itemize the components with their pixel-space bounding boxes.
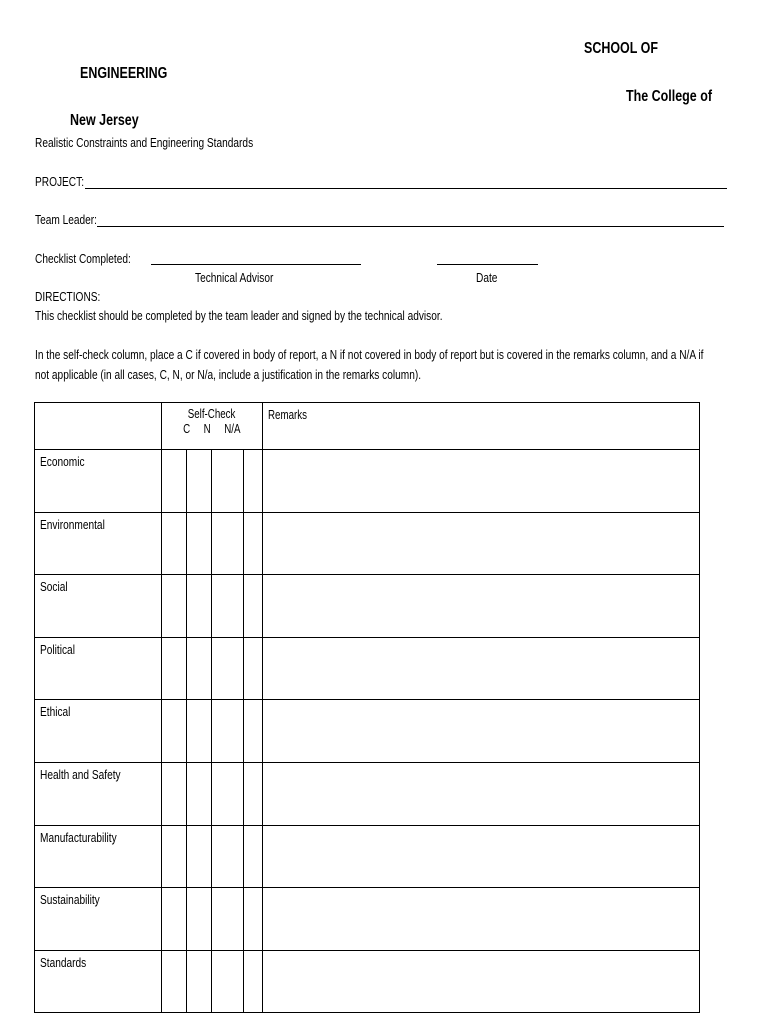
technical-advisor-signature-field[interactable] — [151, 264, 361, 265]
c-checkbox-cell[interactable] — [162, 512, 187, 575]
remarks-cell[interactable] — [263, 637, 700, 700]
technical-advisor-label: Technical Advisor — [195, 270, 274, 285]
n-checkbox-cell[interactable] — [187, 888, 212, 951]
remarks-cell[interactable] — [263, 450, 700, 513]
c-checkbox-cell[interactable] — [162, 637, 187, 700]
constraint-label: Ethical — [35, 700, 162, 763]
c-checkbox-cell[interactable] — [162, 950, 187, 1013]
n-checkbox-cell[interactable] — [187, 575, 212, 638]
self-check-extra-cell[interactable] — [244, 888, 263, 951]
constraint-label: Social — [35, 575, 162, 638]
constraint-label: Environmental — [35, 512, 162, 575]
constraint-label: Political — [35, 637, 162, 700]
constraint-label: Manufacturability — [35, 825, 162, 888]
na-checkbox-cell[interactable] — [212, 575, 244, 638]
instructions-line-1: In the self-check column, place a C if covered in body of report, a N if not covered in body of report but is covered in the remarks column, and a N/A if — [35, 347, 704, 362]
checklist-completed-label: Checklist Completed: — [35, 251, 131, 266]
date-field[interactable] — [437, 264, 538, 265]
self-check-extra-cell[interactable] — [244, 700, 263, 763]
c-checkbox-cell[interactable] — [162, 888, 187, 951]
table-row — [35, 950, 700, 1013]
c-checkbox-cell[interactable] — [162, 762, 187, 825]
remarks-cell[interactable] — [263, 888, 700, 951]
c-checkbox-cell[interactable] — [162, 700, 187, 763]
team-leader-field[interactable] — [97, 226, 724, 227]
directions-title: DIRECTIONS: — [35, 289, 101, 304]
remarks-cell[interactable] — [263, 950, 700, 1013]
n-checkbox-cell[interactable] — [187, 700, 212, 763]
n-checkbox-cell[interactable] — [187, 762, 212, 825]
directions-text: This checklist should be completed by the team leader and signed by the technical advisor. — [35, 308, 443, 323]
c-checkbox-cell[interactable] — [162, 825, 187, 888]
project-field[interactable] — [85, 188, 727, 189]
constraint-label: Sustainability — [35, 888, 162, 951]
table-row — [35, 637, 700, 700]
self-check-extra-cell[interactable] — [244, 825, 263, 888]
self-check-extra-cell[interactable] — [244, 637, 263, 700]
table-row — [35, 450, 700, 513]
na-checkbox-cell[interactable] — [212, 512, 244, 575]
header-new-jersey: New Jersey — [70, 112, 139, 129]
instructions-line-2: not applicable (in all cases, C, N, or N/a, include a justification in the remarks column). — [35, 367, 422, 382]
self-check-header: Self-Check C N N/A — [162, 403, 263, 450]
document-subtitle: Realistic Constraints and Engineering Standards — [35, 135, 254, 150]
header-engineering: ENGINEERING — [80, 65, 168, 82]
table-row — [35, 762, 700, 825]
self-check-extra-cell[interactable] — [244, 950, 263, 1013]
table-row — [35, 888, 700, 951]
na-checkbox-cell[interactable] — [212, 825, 244, 888]
na-checkbox-cell[interactable] — [212, 450, 244, 513]
self-check-extra-cell[interactable] — [244, 450, 263, 513]
date-label: Date — [476, 270, 498, 285]
na-checkbox-cell[interactable] — [212, 700, 244, 763]
n-checkbox-cell[interactable] — [187, 950, 212, 1013]
na-checkbox-cell[interactable] — [212, 950, 244, 1013]
remarks-cell[interactable] — [263, 825, 700, 888]
header-school-of: SCHOOL OF — [584, 40, 658, 57]
self-check-extra-cell[interactable] — [244, 575, 263, 638]
self-check-extra-cell[interactable] — [244, 762, 263, 825]
self-check-extra-cell[interactable] — [244, 512, 263, 575]
table-row — [35, 825, 700, 888]
remarks-cell[interactable] — [263, 762, 700, 825]
na-checkbox-cell[interactable] — [212, 888, 244, 951]
remarks-cell[interactable] — [263, 575, 700, 638]
constraint-label: Standards — [35, 950, 162, 1013]
checklist-table — [34, 402, 700, 1013]
n-checkbox-cell[interactable] — [187, 637, 212, 700]
header-college-of: The College of — [626, 88, 712, 105]
table-row — [35, 700, 700, 763]
n-checkbox-cell[interactable] — [187, 512, 212, 575]
table-row — [35, 512, 700, 575]
header-blank-cell — [35, 403, 162, 450]
na-checkbox-cell[interactable] — [212, 762, 244, 825]
na-checkbox-cell[interactable] — [212, 637, 244, 700]
c-checkbox-cell[interactable] — [162, 450, 187, 513]
n-checkbox-cell[interactable] — [187, 450, 212, 513]
team-leader-label: Team Leader: — [35, 212, 98, 227]
table-row — [35, 575, 700, 638]
constraint-label: Health and Safety — [35, 762, 162, 825]
project-label: PROJECT: — [35, 174, 85, 189]
remarks-cell[interactable] — [263, 512, 700, 575]
table-header-row — [35, 403, 700, 450]
c-checkbox-cell[interactable] — [162, 575, 187, 638]
remarks-cell[interactable] — [263, 700, 700, 763]
remarks-header: Remarks — [263, 403, 700, 450]
n-checkbox-cell[interactable] — [187, 825, 212, 888]
constraint-label: Economic — [35, 450, 162, 513]
